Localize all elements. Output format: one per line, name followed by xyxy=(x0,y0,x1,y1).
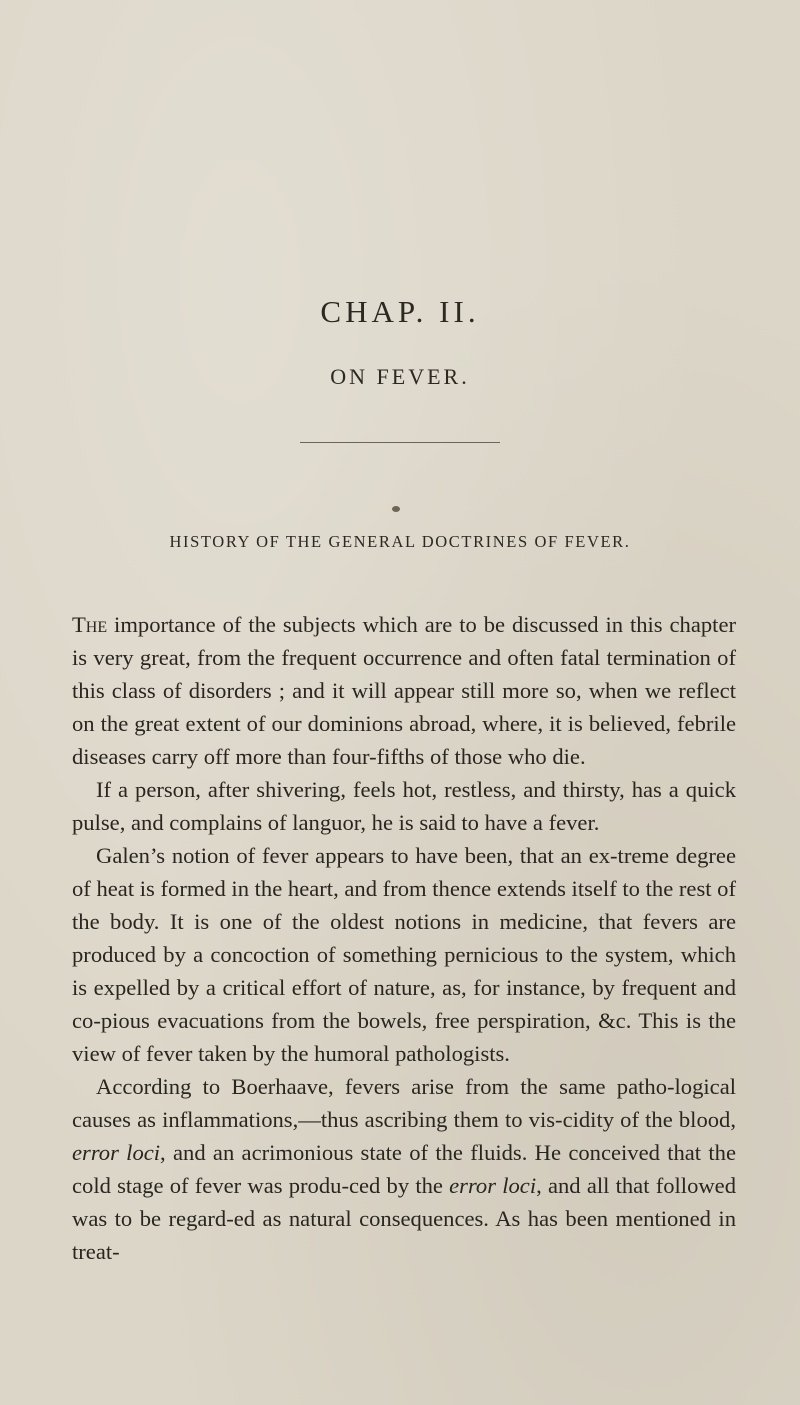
chapter-subtitle: ON FEVER. xyxy=(330,364,470,389)
paragraph-4-italic-2: error loci xyxy=(449,1173,537,1198)
divider-rule xyxy=(300,442,500,443)
paragraph-1 xyxy=(72,608,736,773)
ornament-dot xyxy=(392,506,400,512)
chapter-heading: CHAP. II. xyxy=(320,294,480,329)
paragraph-4-italic-1: error loci xyxy=(72,1140,161,1165)
paragraph-4-after: , and all that followed was to be regard-ed as natural consequences. As has been mentioned in treat- xyxy=(72,1173,737,1264)
paragraph-4-before: According to Boerhaave, fevers arise from the same patho-logical causes as inflammations,—thus ascribing them to vis-cidity of the blood, xyxy=(72,1074,736,1132)
section-title: HISTORY OF THE GENERAL DOCTRINES OF FEVER. xyxy=(169,532,631,551)
body-text xyxy=(72,608,736,1268)
paragraph-1-text: importance of the subjects which are to be discussed in this chapter is very great, from the frequent occurrence and often fatal termination of this class of disorders ; and it will appear still more so, when we reflect on the great extent of our dominions abroad, where, it is believed, febrile diseases carry off more than four-fifths of those who die. xyxy=(72,612,736,769)
paragraph-3: Galen’s notion of fever appears to have been, that an ex-treme degree of heat is formed in the heart, and from thence extends itself to the rest of the body. It is one of the oldest notions in medicine, that fevers are produced by a concoction of something pernicious to the system, which is expelled by a critical effort of nature, as, for instance, by frequent and co-pious evacuations from the bowels, free perspiration, &c. This is the view of fever taken by the humoral pathologists. xyxy=(72,843,736,1066)
paragraph-2: If a person, after shivering, feels hot, restless, and thirsty, has a quick pulse, and complains of languor, he is said to have a fever. xyxy=(72,777,736,835)
paragraph-lead-word: The xyxy=(72,612,108,637)
paragraph-4-middle: , and an acrimonious state of the fluids. He conceived that the cold stage of fever was produ-ced by the xyxy=(72,1140,736,1198)
paragraph-4 xyxy=(72,1070,736,1268)
